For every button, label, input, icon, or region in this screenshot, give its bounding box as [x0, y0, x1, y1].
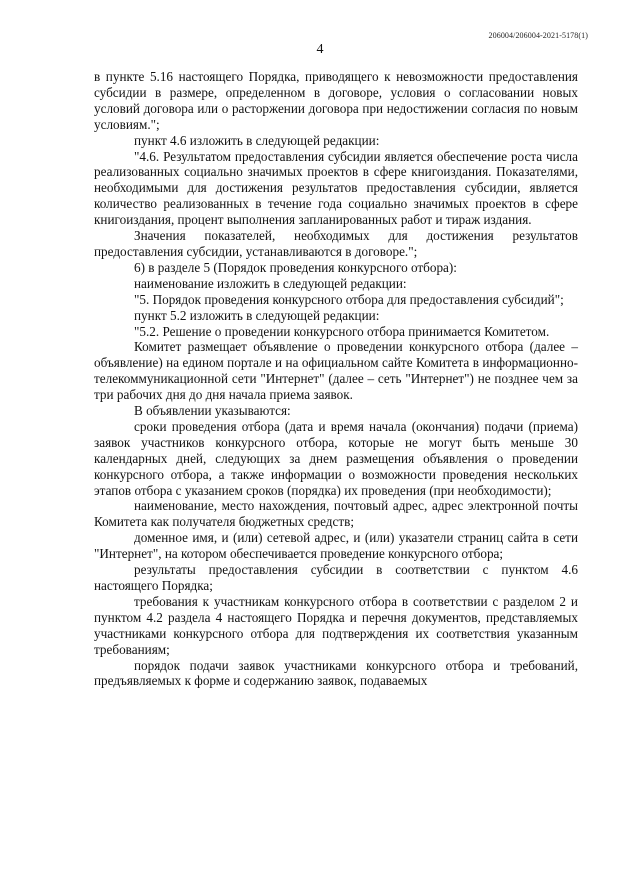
paragraph: Значения показателей, необходимых для достижения результатов предоставления субсидии, устанавливаются в договоре.";: [94, 228, 578, 259]
paragraph: в пункте 5.16 настоящего Порядка, приводящего к невозможности предоставления субсидии в размере, определенном в договоре, условия о согласовании новых условий договора или о расторжении договора при недостижении согласия по новым условиям.";: [94, 69, 578, 132]
paragraph: пункт 5.2 изложить в следующей редакции:: [134, 307, 380, 323]
paragraph: порядок подачи заявок участниками конкурсного отбора и требований, предъявляемых к форме и содержанию заявок, подаваемых: [94, 657, 578, 689]
paragraph: "4.6. Результатом предоставления субсидии является обеспечение роста числа реализованных социально значимых проектов в сфере книгоиздания. Показателями, необходимыми для достижения результатов предоставления субсидии, является количество реализованных в течение года социально значимых проектов в сфере книгоиздания, процент выполнения запланированных работ и тираж издания.: [94, 148, 578, 228]
paragraph: доменное имя, и (или) сетевой адрес, и (или) указатели страниц сайта в сети "Интернет", на котором обеспечивается проведение конкурсного отбора;: [94, 530, 578, 562]
paragraph: В объявлении указываются:: [134, 403, 291, 419]
paragraph: 6) в разделе 5 (Порядок проведения конкурсного отбора):: [134, 259, 457, 275]
paragraph: наименование изложить в следующей редакции:: [134, 275, 407, 291]
document-body: [94, 69, 578, 689]
page-number: 4: [316, 42, 324, 57]
paragraph: наименование, место нахождения, почтовый адрес, адрес электронной почты Комитета как получателя бюджетных средств;: [94, 498, 578, 530]
paragraph: требования к участникам конкурсного отбора в соответствии с разделом 2 и пунктом 4.2 раздела 4 настоящего Порядка и перечня документов, представляемых участниками конкурсного отбора для подтверждения их соответствия указанным требованиям;: [94, 593, 578, 657]
paragraph: сроки проведения отбора (дата и время начала (окончания) подачи (приема) заявок участников конкурсного отбора, которые не могут быть меньше 30 календарных дней, следующих за днем размещения объявления о проведении конкурсного отбора, а также информации о возможности проведения нескольких этапов отбора с указанием сроков (порядка) их проведения (при необходимости);: [94, 418, 578, 498]
paragraph: результаты предоставления субсидии в соответствии с пунктом 4.6 настоящего Порядка;: [94, 562, 578, 593]
document-id: 206004/206004-2021-5178(1): [488, 31, 588, 40]
paragraph: "5. Порядок проведения конкурсного отбора для предоставления субсидий";: [134, 291, 564, 307]
paragraph: Комитет размещает объявление о проведении конкурсного отбора (далее – объявление) на едином портале и на официальном сайте Комитета в информационно-телекоммуникационной сети "Интернет" (далее – сеть "Интернет") не позднее чем за три рабочих дня до дня начала приема заявок.: [94, 339, 578, 403]
paragraph: "5.2. Решение о проведении конкурсного отбора принимается Комитетом.: [134, 323, 550, 339]
paragraph: пункт 4.6 изложить в следующей редакции:: [134, 132, 380, 148]
